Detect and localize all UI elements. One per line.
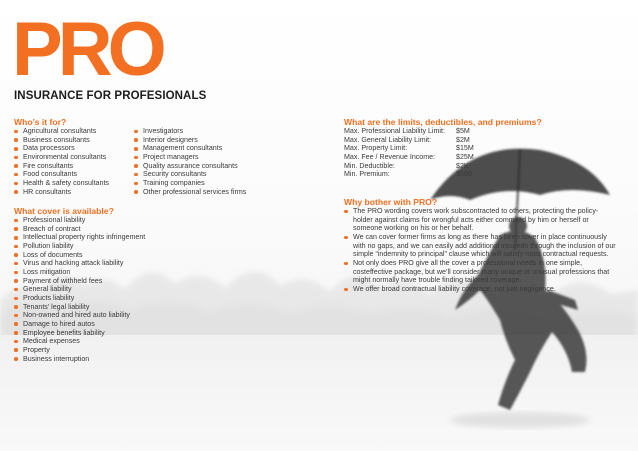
table-row: [344, 144, 474, 153]
list-item: General liability: [14, 285, 145, 294]
list-item: Training companies: [134, 179, 246, 188]
limit-label: Max. Property Limit:: [344, 144, 408, 153]
limits-section-title: What are the limits, deductibles, and premiums?: [344, 117, 542, 127]
list-item: We can cover former firms as long as there has been cover in place continuously with no gaps, and we can easily add additional insureds through the inclusion of our simple “indemnity to principal” clause which will satisfy most contractual requests.: [344, 233, 616, 259]
limit-label: Min. Premium:: [344, 170, 390, 179]
pro-logo: PRO: [12, 7, 162, 92]
list-item: Damage to hired autos: [14, 320, 145, 329]
list-item: Non-owned and hired auto liability: [14, 311, 145, 320]
who-list-column-1: [14, 127, 109, 196]
list-item: Investigators: [134, 127, 246, 136]
list-item: HR consultants: [14, 188, 109, 197]
list-item: Food consultants: [14, 170, 109, 179]
list-item: Medical expenses: [14, 337, 145, 346]
list-item: Agricultural consultants: [14, 127, 109, 136]
list-item: We offer broad contractual liability coverage, not just negligence.: [344, 285, 616, 294]
limit-value: $5M: [456, 127, 470, 135]
list-item: Environmental consultants: [14, 153, 109, 162]
limit-value: $2M: [456, 135, 470, 144]
limits-table: [344, 127, 474, 179]
cover-list: [14, 216, 145, 363]
limit-value: $25M: [456, 152, 474, 161]
list-item: Management consultants: [134, 144, 246, 153]
list-item: Loss of documents: [14, 251, 145, 260]
list-item: Tenants’ legal liability: [14, 303, 145, 312]
limit-label: Max. General Liability Limit:: [344, 135, 432, 144]
table-row: [344, 127, 474, 136]
tagline: INSURANCE FOR PROFESIONALS: [14, 90, 207, 102]
list-item: Payment of withheld fees: [14, 277, 145, 286]
list-item: Breach of contract: [14, 225, 145, 234]
list-item: Virus and hacking attack liability: [14, 259, 145, 268]
list-item: Interior designers: [134, 136, 246, 145]
list-item: The PRO wording covers work subscontracted to others, protecting the policy-holder against claims for wrongful acts either commited by him or herself or someone working on his or her behalf.: [344, 207, 616, 233]
list-item: Products liability: [14, 294, 145, 303]
list-item: Security consultants: [134, 170, 246, 179]
limit-value: $15M: [456, 144, 474, 153]
list-item: Loss mitigation: [14, 268, 145, 277]
why-list: [344, 207, 616, 294]
list-item: Project managers: [134, 153, 246, 162]
list-item: Quality assurance consultants: [134, 162, 246, 171]
table-row: [344, 153, 474, 162]
list-item: Data processors: [14, 144, 109, 153]
who-section-title: Who’s it for?: [14, 117, 67, 127]
list-item: Business interruption: [14, 355, 145, 364]
cover-section-title: What cover is available?: [14, 206, 114, 216]
list-item: Other professional services firms: [134, 188, 246, 197]
list-item: Fire consultants: [14, 162, 109, 171]
limit-value: $500: [456, 170, 472, 179]
limit-label: Max. Professional Liability Limit:: [344, 127, 445, 135]
list-item: Property: [14, 346, 145, 355]
limit-label: Min. Deductible:: [344, 161, 395, 170]
list-item: Business consultants: [14, 136, 109, 145]
limit-label: Max. Fee / Revenue Income:: [344, 152, 436, 161]
table-row: [344, 136, 474, 145]
list-item: Professional liability: [14, 216, 145, 225]
who-list-column-2: [134, 127, 246, 196]
list-item: Pollution liability: [14, 242, 145, 251]
table-row: [344, 170, 474, 179]
list-item: Health & safety consultants: [14, 179, 109, 188]
list-item: Intellectual property rights infringement: [14, 233, 145, 242]
list-item: Employee benefits liability: [14, 329, 145, 338]
why-section-title: Why bother with PRO?: [344, 197, 438, 207]
limit-value: $2K: [456, 161, 469, 170]
table-row: [344, 162, 474, 171]
list-item: Not only does PRO give all the cover a professional needs in one simple, costeffective package, but we’ll consider many unique or unusual professions that might normally have trouble finding tailored coverage.: [344, 259, 616, 285]
